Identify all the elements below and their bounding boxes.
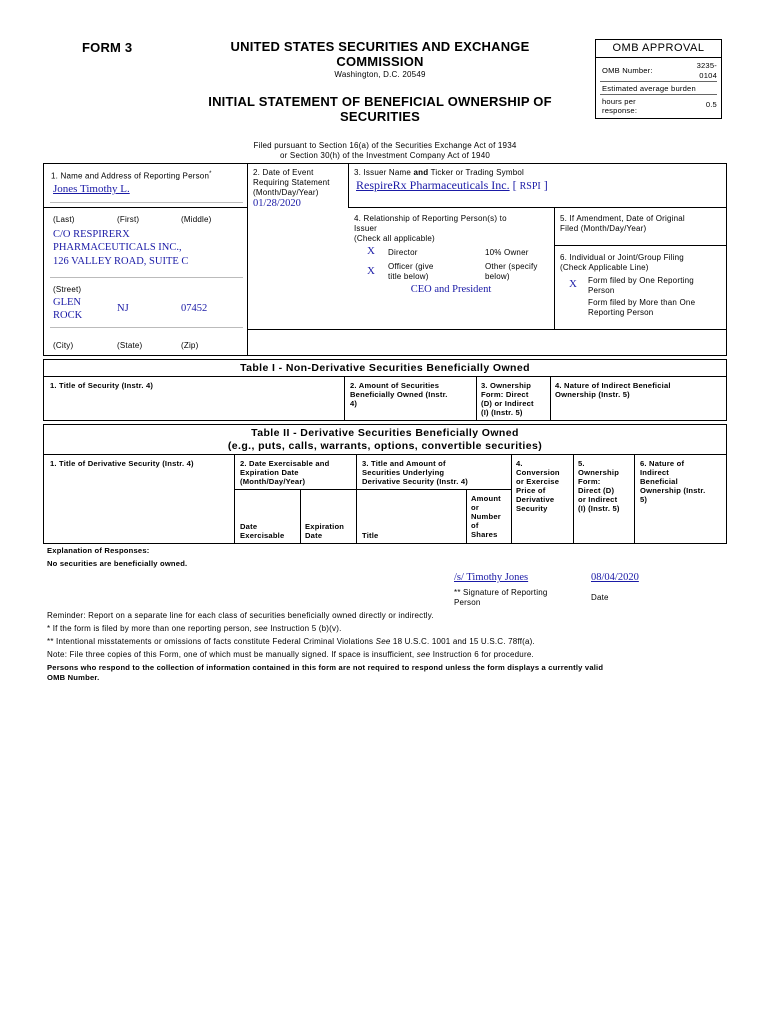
officer-title: CEO and President: [410, 284, 492, 295]
agency-title-line1: UNITED STATES SECURITIES AND EXCHANGE: [230, 39, 530, 54]
table1-col4-1: 4. Nature of Indirect Beneficial: [555, 381, 671, 390]
table2-col2-1: 2. Date Exercisable and: [240, 459, 330, 468]
explanation-text: No securities are beneficially owned.: [47, 559, 188, 568]
form-name: FORM 3: [82, 40, 133, 55]
omb-hours-label-1: hours per: [602, 97, 636, 106]
middle-label: (Middle): [181, 215, 212, 224]
state-label: (State): [117, 341, 143, 350]
issuer-name-link[interactable]: RespireRx Pharmaceuticals Inc.: [356, 178, 510, 192]
table2-col5-4: Direct (D): [578, 486, 615, 495]
city-line1: GLEN: [53, 297, 81, 308]
ticker-symbol: RSPI: [519, 181, 541, 192]
table2-sub-amount-4: of: [471, 521, 479, 530]
ten-percent-owner-label: 10% Owner: [485, 248, 529, 257]
table2-col6-5: 5): [640, 495, 648, 504]
box5-label-1: 5. If Amendment, Date of Original: [560, 214, 685, 223]
filed-pursuant-line2: or Section 30(h) of the Investment Company Act of 1940: [279, 151, 491, 160]
table2-col5-5: or Indirect: [578, 495, 618, 504]
omb-number-value-1: 3235-: [696, 61, 717, 70]
first-label: (First): [117, 215, 140, 224]
omb-burden-label: Estimated average burden: [602, 84, 696, 93]
omb-hours-label-2: response:: [602, 106, 638, 115]
omb-hours-value: 0.5: [705, 100, 717, 109]
table2-title-1: Table II - Derivative Securities Beneficially Owned: [251, 427, 519, 439]
one-person-label-2: Person: [588, 286, 615, 295]
table2-col5-3: Form:: [578, 477, 601, 486]
table2-col6-4: Ownership (Instr.: [640, 486, 706, 495]
table2-col4-5: Derivative: [516, 495, 555, 504]
table2-col4-2: Conversion: [516, 468, 560, 477]
reporting-person-name[interactable]: Jones Timothy L.: [53, 183, 130, 195]
signature-value: /s/ Timothy Jones: [454, 572, 529, 583]
filed-pursuant-line1: Filed pursuant to Section 16(a) of the Securities Exchange Act of 1934: [253, 141, 517, 150]
box4-label-3: (Check all applicable): [354, 234, 435, 243]
other-label-2: below): [485, 272, 510, 281]
agency-title-line2: COMMISSION: [336, 54, 424, 69]
table2-col1: 1. Title of Derivative Security (Instr. 4): [50, 459, 194, 468]
event-date: 01/28/2020: [253, 198, 301, 209]
box1-label: 1. Name and Address of Reporting Person*: [51, 171, 212, 181]
table2-col5-1: 5.: [578, 459, 585, 468]
table2-title-2: (e.g., puts, calls, warrants, options, convertible securities): [227, 440, 543, 452]
address-line1: C/O RESPIRERX: [53, 229, 130, 240]
table1-col3-3: (D) or Indirect: [481, 399, 534, 408]
table2-col6-2: Indirect: [640, 468, 670, 477]
table2-sub-exp-1: Expiration: [305, 522, 345, 531]
street-label: (Street): [53, 285, 82, 294]
table1-col3-4: (I) (Instr. 5): [481, 408, 523, 417]
table1-title: Table I - Non-Derivative Securities Beneficially Owned: [240, 362, 530, 374]
table2-col2-3: (Month/Day/Year): [240, 477, 306, 486]
signature-label-2: Person: [454, 598, 481, 607]
box6-label-2: (Check Applicable Line): [560, 263, 649, 272]
table1-col4-2: Ownership (Instr. 5): [555, 390, 630, 399]
table2-sub-amount-3: Number: [471, 512, 501, 521]
signature-date: 08/04/2020: [591, 572, 639, 583]
director-label: Director: [388, 248, 418, 257]
table2-col5-6: (I) (Instr. 5): [578, 504, 620, 513]
persons-respond-1: Persons who respond to the collection of information contained in this form are not required to respond unless the form displays a currently valid: [47, 663, 604, 672]
table2-sub-amount-5: Shares: [471, 530, 498, 539]
table2-col5-2: Ownership: [578, 468, 620, 477]
city-line2: ROCK: [53, 310, 83, 321]
table2-col3-2: Securities Underlying: [362, 468, 445, 477]
statement-title-line2: SECURITIES: [339, 109, 420, 124]
table1-col1: 1. Title of Security (Instr. 4): [50, 381, 154, 390]
omb-title: OMB APPROVAL: [612, 42, 705, 54]
more-persons-label-2: Reporting Person: [588, 308, 654, 317]
state-value: NJ: [117, 303, 129, 314]
table2-col4-1: 4.: [516, 459, 523, 468]
one-person-checkbox[interactable]: X: [569, 278, 577, 290]
omb-number-value-2: 0104: [699, 71, 717, 80]
table2-col3-1: 3. Title and Amount of: [362, 459, 446, 468]
officer-label-1: Officer (give: [388, 262, 434, 271]
agency-location: Washington, D.C. 20549: [334, 70, 426, 79]
table1-col3-2: Form: Direct: [481, 390, 529, 399]
box6-label-1: 6. Individual or Joint/Group Filing: [560, 253, 684, 262]
signature-label-1: ** Signature of Reporting: [454, 588, 548, 597]
address-line2: PHARMACEUTICALS INC.,: [53, 242, 182, 253]
omb-number-label: OMB Number:: [602, 66, 653, 75]
table2-sub-amount-2: or: [471, 503, 479, 512]
other-label-1: Other (specify: [485, 262, 538, 271]
box3-label: 3. Issuer Name and Ticker or Trading Symbol: [354, 168, 524, 177]
table2-col2-2: Expiration Date: [240, 468, 299, 477]
table2-col6-1: 6. Nature of: [640, 459, 685, 468]
table1-col3-1: 3. Ownership: [481, 381, 532, 390]
table2-sub-date-ex-2: Exercisable: [240, 531, 285, 540]
box2-label-1: 2. Date of Event: [253, 168, 314, 177]
table2-col4-6: Security: [516, 504, 548, 513]
table2-col4-3: or Exercise: [516, 477, 560, 486]
statement-title-line1: INITIAL STATEMENT OF BENEFICIAL OWNERSHIP OF: [208, 94, 552, 109]
persons-respond-2: OMB Number.: [47, 673, 100, 682]
table2-col4-4: Price of: [516, 486, 546, 495]
city-label: (City): [53, 341, 74, 350]
table1-col2-1: 2. Amount of Securities: [350, 381, 440, 390]
officer-checkbox[interactable]: X: [367, 265, 375, 277]
box2-label-3: (Month/Day/Year): [253, 188, 319, 197]
officer-label-2: title below): [388, 272, 429, 281]
box4-label-1: 4. Relationship of Reporting Person(s) to: [354, 214, 507, 223]
table2-col3-3: Derivative Security (Instr. 4): [362, 477, 469, 486]
date-label: Date: [591, 593, 609, 602]
reminder-text: Reminder: Report on a separate line for each class of securities beneficially owned directly or indirectly.: [47, 611, 434, 620]
one-person-label-1: Form filed by One Reporting: [588, 276, 694, 285]
more-persons-label-1: Form filed by More than One: [588, 298, 696, 307]
last-label: (Last): [53, 215, 75, 224]
box5-label-2: Filed (Month/Day/Year): [560, 224, 647, 233]
address-line3: 126 VALLEY ROAD, SUITE C: [53, 256, 189, 267]
table2-col6-3: Beneficial: [640, 477, 678, 486]
table2-sub-title: Title: [362, 531, 379, 540]
zip-label: (Zip): [181, 341, 199, 350]
director-checkbox[interactable]: X: [367, 245, 375, 257]
issuer-line: RespireRx Pharmaceuticals Inc. [ RSPI ]: [356, 178, 548, 192]
table1-col2-3: 4): [350, 399, 358, 408]
table1-col2-2: Beneficially Owned (Instr.: [350, 390, 448, 399]
zip-value: 07452: [181, 303, 208, 314]
note-criminal-violations: ** Intentional misstatements or omissions of facts constitute Federal Criminal Violations See 18 U.S.C. 1001 and 15 U.S.C. 78ff(a).: [47, 637, 535, 646]
note-multiple-persons: * If the form is filed by more than one reporting person, see Instruction 5 (b)(v).: [47, 624, 342, 633]
table2-sub-exp-2: Date: [305, 531, 323, 540]
note-file-copies: Note: File three copies of this Form, one of which must be manually signed. If space is insufficient, see Instruction 6 for procedure.: [47, 650, 534, 659]
table2-sub-date-ex-1: Date: [240, 522, 258, 531]
explanation-label: Explanation of Responses:: [47, 546, 150, 555]
box4-label-2: Issuer: [354, 224, 377, 233]
table2-sub-amount-1: Amount: [471, 494, 501, 503]
box2-label-2: Requiring Statement: [253, 178, 330, 187]
